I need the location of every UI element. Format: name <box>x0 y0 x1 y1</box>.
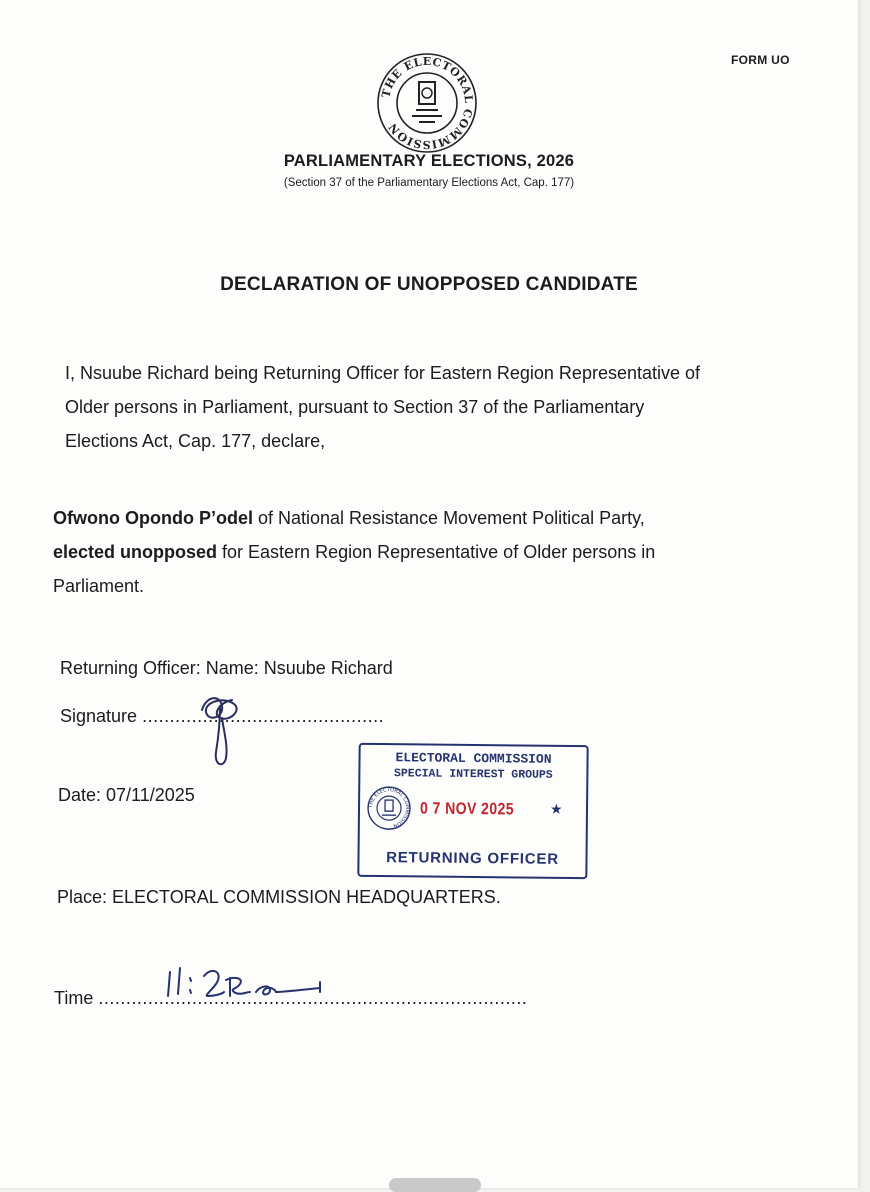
closing-text: Parliament. <box>53 576 145 596</box>
elections-title: PARLIAMENTARY ELECTIONS, 2026 <box>283 152 575 170</box>
handwritten-time <box>160 962 330 1006</box>
returning-officer-stamp <box>357 743 588 879</box>
svg-text:THE ELECTORAL COMMISSION: THE ELECTORAL COMMISSION <box>367 787 411 829</box>
scroll-indicator[interactable] <box>389 1178 481 1192</box>
candidate-name: Ofwono Opondo P’odel <box>53 508 253 528</box>
stamp-title: ELECTORAL COMMISSION <box>395 750 552 767</box>
signature-label: Signature <box>60 706 138 726</box>
declaration-title: DECLARATION OF UNOPPOSED CANDIDATE <box>220 274 638 295</box>
stamp-subtitle: SPECIAL INTEREST GROUPS <box>393 767 553 782</box>
svg-text:THE ELECTORAL COMMISSION: THE ELECTORAL COMMISSION <box>379 54 476 152</box>
time-dots: .............................................................................. <box>98 988 528 1008</box>
form-code: FORM UO <box>731 53 790 67</box>
date-line: Date: 07/11/2025 <box>58 785 195 805</box>
officer-name-line: Returning Officer: Name: Nsuube Richard <box>60 658 393 678</box>
stamp-footer: RETURNING OFFICER <box>386 849 559 868</box>
elected-rest: for Eastern Region Representative of Older persons in <box>217 542 656 562</box>
candidate-paragraph <box>53 501 813 603</box>
time-label: Time <box>54 988 94 1008</box>
paragraph-line: Elections Act, Cap. 177, declare, <box>65 431 326 451</box>
signature-dots: ............................................ <box>142 706 385 726</box>
electoral-commission-seal <box>376 52 478 154</box>
declaration-paragraph <box>65 356 825 458</box>
section-reference: (Section 37 of the Parliamentary Elections Act, Cap. 177) <box>283 177 575 189</box>
paragraph-line: Older persons in Parliament, pursuant to Section 37 of the Parliamentary <box>65 397 645 417</box>
stamp-seal-icon <box>366 785 412 831</box>
star-icon: ★ <box>549 802 563 819</box>
stamp-date: 0 7 NOV 2025 <box>419 799 515 819</box>
paragraph-line: I, Nsuube Richard being Returning Officer for Eastern Region Representative of <box>65 363 701 383</box>
elected-label: elected unopposed <box>53 542 218 562</box>
handwritten-signature <box>190 688 250 772</box>
party-text: of National Resistance Movement Political Party, <box>252 508 645 528</box>
place-line: Place: ELECTORAL COMMISSION HEADQUARTERS. <box>57 887 501 907</box>
